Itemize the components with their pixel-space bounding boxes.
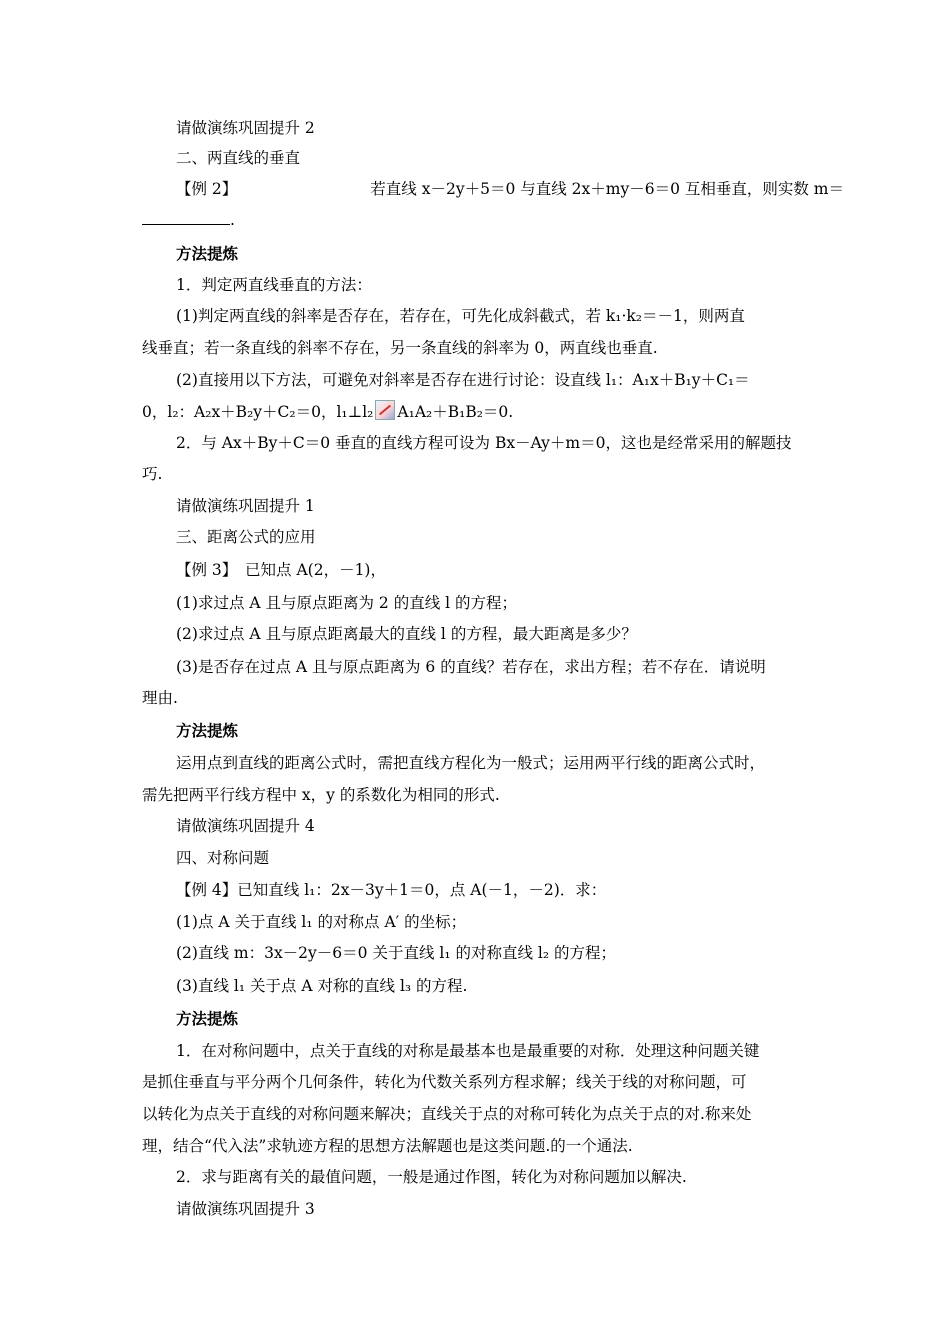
section-heading-perpendicular: 二、两直线的垂直	[176, 149, 301, 167]
method-item: 1．判定两直线垂直的方法：	[176, 276, 372, 294]
paragraph-line: 2．与 Ax＋By＋C＝0 垂直的直线方程可设为 Bx－Ay＋m＝0，这也是经常采用的解题技	[176, 434, 792, 452]
paragraph-line	[176, 305, 844, 327]
paragraph-line: 理，结合“代入法”求轨迹方程的思想方法解题也是这类问题.的一个通法.	[142, 1137, 633, 1155]
paragraph-line: 线垂直；若一条直线的斜率不存在，另一条直线的斜率为 0，两直线也垂直.	[142, 339, 658, 357]
paragraph-text: 0，l₂：A₂x＋B₂y＋C₂＝0，l₁⊥l₂	[142, 403, 374, 421]
paragraph-line: 以转化为点关于直线的对称问题来解决；直线关于点的对称可转化为点关于点的对.称来处	[142, 1105, 752, 1123]
paragraph-line: 2．求与距离有关的最值问题，一般是通过作图，转化为对称问题加以解决.	[176, 1168, 687, 1186]
paragraph-line: (2)直接用以下方法，可避免对斜率是否存在进行讨论：设直线 l₁：A₁x＋B₁y＋C₁＝	[176, 371, 750, 389]
method-heading: 方法提炼	[176, 245, 239, 263]
question-item: (1)求过点 A 且与原点距离为 2 的直线 l 的方程；	[176, 594, 518, 612]
paragraph-line: 1．在对称问题中，点关于直线的对称是最基本也是最重要的对称．处理这种问题关键	[176, 1042, 760, 1060]
question-item: (2)直线 m：3x－2y－6＝0 关于直线 l₁ 的对称直线 l₂ 的方程；	[176, 944, 617, 962]
section-heading-symmetry: 四、对称问题	[176, 849, 270, 867]
answer-blank-line	[142, 209, 810, 231]
answer-blank	[142, 210, 230, 225]
question-item: (1)点 A 关于直线 l₁ 的对称点 A′ 的坐标；	[176, 913, 467, 931]
example-4-line: 【例 4】已知直线 l₁：2x－3y＋1＝0，点 A(－1，－2)．求：	[176, 881, 607, 899]
paragraph-line: 运用点到直线的距离公式时，需把直线方程化为一般式；运用两平行线的距离公式时，	[176, 754, 766, 772]
paragraph-text: A₁A₂＋B₁B₂＝0.	[397, 403, 514, 421]
question-item: (3)直线 l₁ 关于点 A 对称的直线 l₃ 的方程.	[176, 977, 468, 995]
example-2-line	[176, 178, 844, 200]
example-3-line: 【例 3】 已知点 A(2，－1)，	[176, 561, 386, 579]
question-item: (3)是否存在过点 A 且与原点距离为 6 的直线？若存在，求出方程；若不存在．请说明	[176, 658, 766, 676]
paragraph-text: (1)判定两直线的斜率是否存在，若存在，可先化成斜截式，若 k₁·k₂＝－1，则两直	[176, 307, 745, 325]
paragraph-line: 是抓住垂直与平分两个几何条件，转化为代数关系列方程求解；线关于线的对称问题，可	[142, 1073, 747, 1091]
practice-ref-2: 请做演练巩固提升 2	[176, 119, 315, 137]
broken-image-icon	[375, 400, 395, 420]
paragraph-line: 需先把两平行线方程中 x，y 的系数化为相同的形式.	[142, 786, 500, 804]
method-heading: 方法提炼	[176, 1010, 239, 1028]
question-item: (2)求过点 A 且与原点距离最大的直线 l 的方程，最大距离是多少？	[176, 625, 637, 643]
section-heading-distance: 三、距离公式的应用	[176, 528, 316, 546]
paragraph-line: 理由.	[142, 689, 178, 707]
method-heading: 方法提炼	[176, 722, 239, 740]
example-2-label: 【例 2】	[176, 180, 238, 198]
example-2-text: 若直线 x－2y＋5＝0 与直线 2x＋my－6＝0 互相垂直，则实数 m＝	[370, 180, 844, 198]
paragraph-line: 巧.	[142, 465, 163, 483]
practice-ref-1: 请做演练巩固提升 1	[176, 497, 315, 515]
practice-ref-3: 请做演练巩固提升 3	[176, 1200, 315, 1218]
answer-blank-period: .	[230, 211, 235, 229]
paragraph-line	[142, 400, 810, 423]
practice-ref-4: 请做演练巩固提升 4	[176, 817, 315, 835]
